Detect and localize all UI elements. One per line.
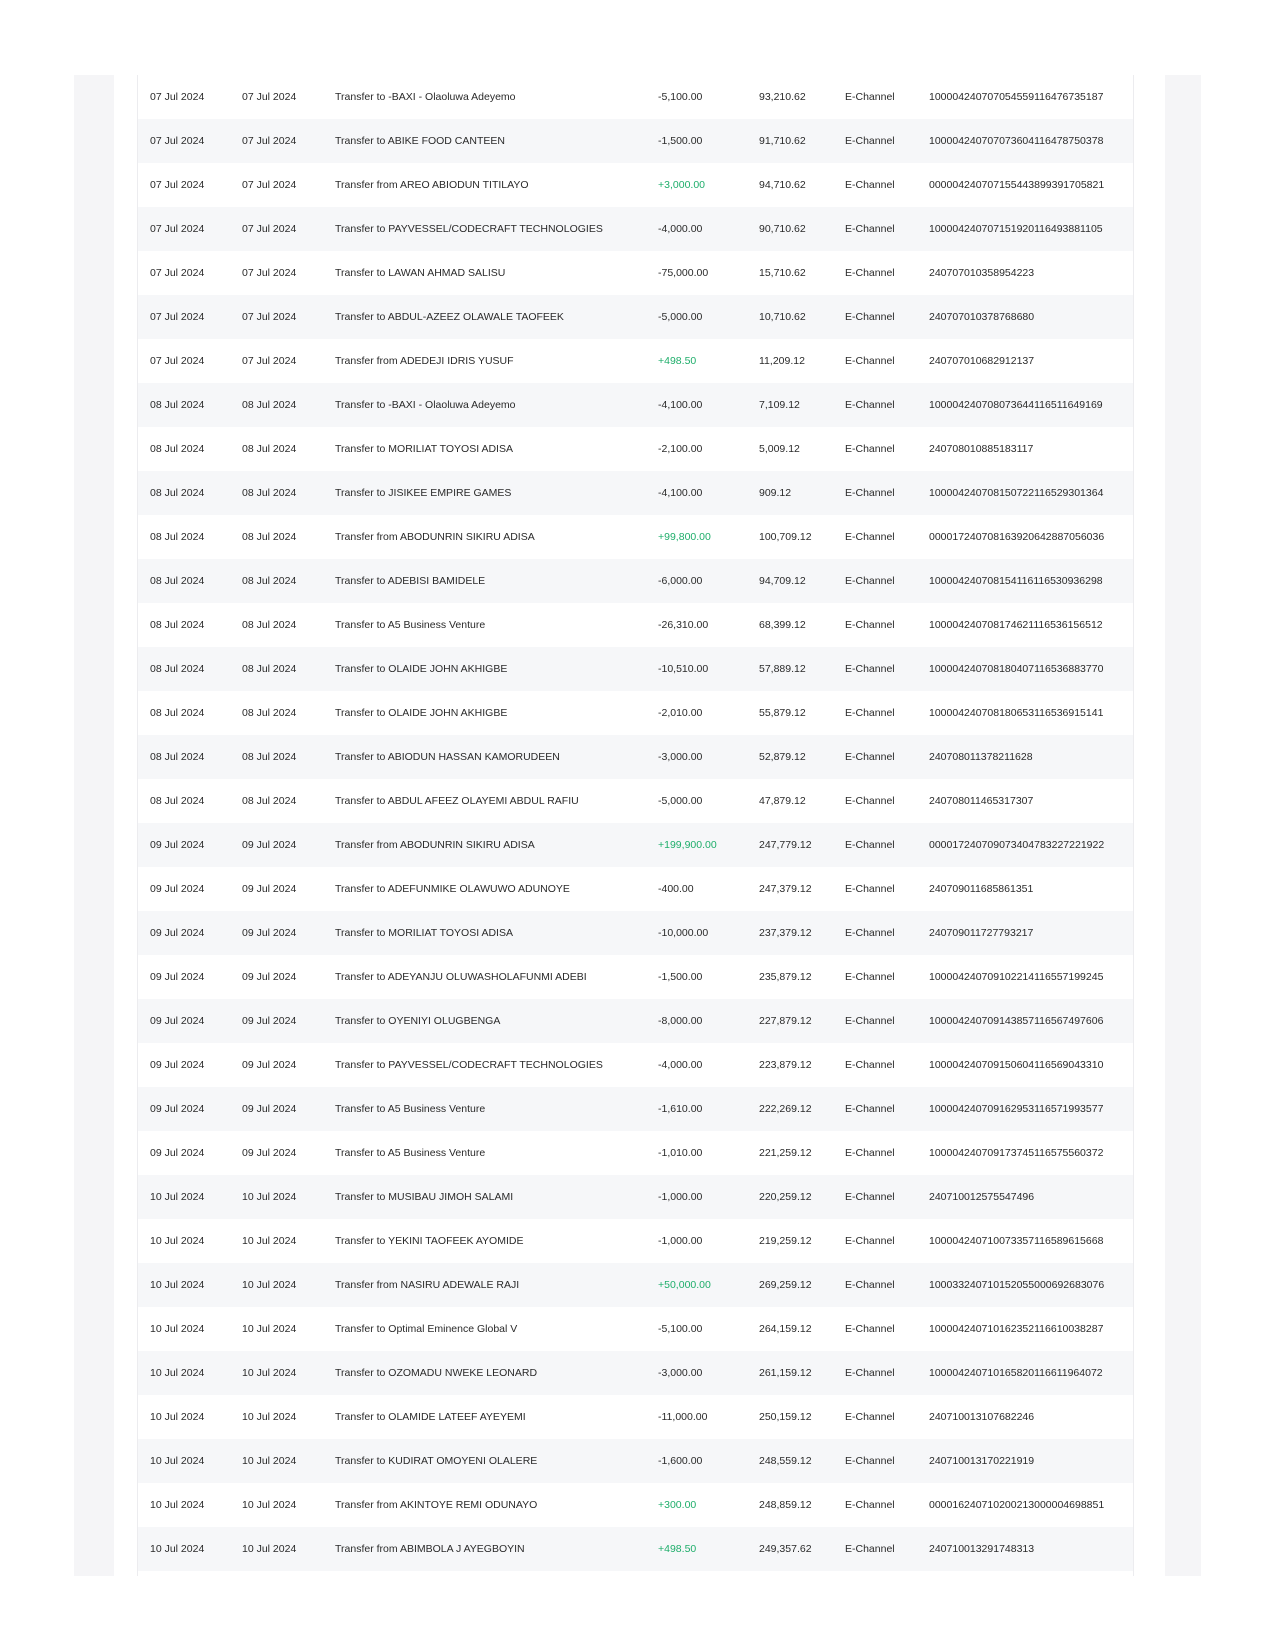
transaction-balance: 221,259.12: [759, 1147, 812, 1159]
transaction-amount: -2,100.00: [658, 443, 703, 455]
transaction-reference: 100004240710162352116610038287: [929, 1323, 1104, 1335]
transaction-balance: 249,357.62: [759, 1543, 812, 1555]
table-row: [138, 647, 1133, 691]
transaction-date: 08 Jul 2024: [150, 399, 205, 411]
transaction-description: Transfer to ADEBISI BAMIDELE: [335, 575, 486, 587]
transaction-reference: 240708010885183117: [929, 443, 1034, 455]
transaction-amount: -5,100.00: [658, 1323, 703, 1335]
table-row: [138, 427, 1133, 471]
transaction-channel: E-Channel: [845, 1147, 895, 1159]
transaction-reference: 000017240708163920642887056036: [929, 531, 1105, 543]
transaction-channel: E-Channel: [845, 1059, 895, 1071]
value-date: 07 Jul 2024: [242, 135, 297, 147]
transaction-reference: 240710013107682246: [929, 1411, 1035, 1423]
transaction-channel: E-Channel: [845, 223, 895, 235]
transaction-description: Transfer to ABIODUN HASSAN KAMORUDEEN: [335, 751, 560, 763]
transaction-description: Transfer to ABDUL AFEEZ OLAYEMI ABDUL RAFIU: [335, 795, 579, 807]
transaction-amount: -11,000.00: [658, 1411, 708, 1423]
transaction-date: 09 Jul 2024: [150, 971, 205, 983]
transaction-date: 08 Jul 2024: [150, 707, 205, 719]
transaction-balance: 237,379.12: [759, 927, 812, 939]
transaction-description: Transfer from ABODUNRIN SIKIRU ADISA: [335, 531, 535, 543]
transaction-date: 09 Jul 2024: [150, 883, 205, 895]
transaction-balance: 248,859.12: [759, 1499, 812, 1511]
transaction-reference: 100004240707073604116478750378: [929, 135, 1104, 147]
table-row: [138, 515, 1133, 559]
transaction-reference: 100004240708154116116530936298: [929, 575, 1103, 587]
transaction-description: Transfer to ADEFUNMIKE OLAWUWO ADUNOYE: [335, 883, 570, 895]
transaction-description: Transfer to JISIKEE EMPIRE GAMES: [335, 487, 512, 499]
transaction-balance: 11,209.12: [759, 355, 805, 367]
value-date: 08 Jul 2024: [242, 575, 297, 587]
transaction-description: Transfer to PAYVESSEL/CODECRAFT TECHNOLOGIES: [335, 1059, 603, 1071]
transaction-amount: -1,600.00: [658, 1455, 703, 1467]
value-date: 08 Jul 2024: [242, 531, 297, 543]
transaction-amount: -1,000.00: [658, 1191, 703, 1203]
transaction-balance: 91,710.62: [759, 135, 806, 147]
table-row: [138, 163, 1133, 207]
transaction-description: Transfer to KUDIRAT OMOYENI OLALERE: [335, 1455, 538, 1467]
transaction-date: 07 Jul 2024: [150, 135, 205, 147]
transaction-date: 09 Jul 2024: [150, 927, 205, 939]
transaction-channel: E-Channel: [845, 663, 895, 675]
transaction-amount: -4,000.00: [658, 223, 703, 235]
transaction-description: Transfer to OZOMADU NWEKE LEONARD: [335, 1367, 538, 1379]
value-date: 09 Jul 2024: [242, 839, 297, 851]
value-date: 10 Jul 2024: [242, 1543, 297, 1555]
transaction-description: Transfer to ABDUL-AZEEZ OLAWALE TAOFEEK: [335, 311, 564, 323]
table-row: [138, 383, 1133, 427]
table-row: [138, 1439, 1133, 1483]
transaction-date: 07 Jul 2024: [150, 179, 205, 191]
transaction-balance: 5,009.12: [759, 443, 800, 455]
transaction-amount: -10,510.00: [658, 663, 709, 675]
transaction-description: Transfer to YEKINI TAOFEEK AYOMIDE: [335, 1235, 524, 1247]
value-date: 10 Jul 2024: [242, 1279, 297, 1291]
transaction-channel: E-Channel: [845, 1499, 895, 1511]
transaction-amount: -5,000.00: [658, 795, 703, 807]
transaction-amount: -4,100.00: [658, 399, 703, 411]
right-margin-band: [1165, 75, 1201, 1576]
transaction-channel: E-Channel: [845, 883, 895, 895]
transaction-date: 09 Jul 2024: [150, 839, 205, 851]
transaction-amount: -5,000.00: [658, 311, 703, 323]
transaction-description: Transfer to A5 Business Venture: [335, 1103, 486, 1115]
transaction-description: Transfer to -BAXI - Olaoluwa Adeyemo: [335, 91, 516, 103]
transaction-channel: E-Channel: [845, 619, 895, 631]
transaction-reference: 100004240708180407116536883770: [929, 663, 1104, 675]
transaction-date: 09 Jul 2024: [150, 1147, 205, 1159]
transaction-reference: 240708011378211628: [929, 751, 1033, 763]
transaction-balance: 94,710.62: [759, 179, 806, 191]
transaction-date: 08 Jul 2024: [150, 443, 205, 455]
transaction-date: 10 Jul 2024: [150, 1191, 205, 1203]
value-date: 07 Jul 2024: [242, 355, 297, 367]
transaction-balance: 90,710.62: [759, 223, 806, 235]
transaction-channel: E-Channel: [845, 971, 895, 983]
transaction-channel: E-Channel: [845, 1543, 895, 1555]
transaction-amount: +99,800.00: [658, 531, 711, 543]
value-date: 10 Jul 2024: [242, 1499, 297, 1511]
transaction-channel: E-Channel: [845, 311, 895, 323]
transaction-balance: 269,259.12: [759, 1279, 812, 1291]
value-date: 08 Jul 2024: [242, 663, 297, 675]
transaction-amount: -8,000.00: [658, 1015, 703, 1027]
value-date: 10 Jul 2024: [242, 1367, 297, 1379]
table-row: [138, 1483, 1133, 1527]
table-row: [138, 207, 1133, 251]
transaction-amount: -10,000.00: [658, 927, 709, 939]
transaction-amount: -3,000.00: [658, 751, 703, 763]
transaction-reference: 240710013170221919: [929, 1455, 1035, 1467]
transaction-reference: 100004240707054559116476735187: [929, 91, 1104, 103]
transaction-reference: 100004240709102214116557199245: [929, 971, 1104, 983]
transaction-reference: 100004240709162953116571993577: [929, 1103, 1104, 1115]
transaction-balance: 235,879.12: [759, 971, 812, 983]
transaction-reference: 000017240709073404783227221922: [929, 839, 1105, 851]
transaction-date: 08 Jul 2024: [150, 619, 205, 631]
transaction-amount: +498.50: [658, 1543, 697, 1555]
transaction-balance: 909.12: [759, 487, 792, 499]
transaction-description: Transfer to MORILIAT TOYOSI ADISA: [335, 443, 513, 455]
table-row: [138, 1351, 1133, 1395]
transaction-balance: 57,889.12: [759, 663, 806, 675]
transaction-date: 10 Jul 2024: [150, 1235, 205, 1247]
transaction-description: Transfer from NASIRU ADEWALE RAJI: [335, 1279, 520, 1291]
transaction-amount: -5,100.00: [658, 91, 703, 103]
transaction-description: Transfer to OLAIDE JOHN AKHIGBE: [335, 707, 508, 719]
transaction-reference: 240709011727793217: [929, 927, 1034, 939]
transaction-date: 10 Jul 2024: [150, 1411, 205, 1423]
transactions-sheet: [137, 75, 1134, 1576]
transaction-reference: 000016240710200213000004698851: [929, 1499, 1105, 1511]
transaction-description: Transfer to MUSIBAU JIMOH SALAMI: [335, 1191, 514, 1203]
transaction-reference: 240707010358954223: [929, 267, 1035, 279]
table-row: [138, 867, 1133, 911]
transaction-balance: 261,159.12: [759, 1367, 812, 1379]
transaction-balance: 15,710.62: [759, 267, 806, 279]
transaction-balance: 220,259.12: [759, 1191, 812, 1203]
transaction-amount: +498.50: [658, 355, 697, 367]
value-date: 09 Jul 2024: [242, 1103, 297, 1115]
table-row: [138, 779, 1133, 823]
transaction-channel: E-Channel: [845, 575, 895, 587]
table-row: [138, 999, 1133, 1043]
transaction-balance: 47,879.12: [759, 795, 806, 807]
value-date: 07 Jul 2024: [242, 311, 297, 323]
value-date: 08 Jul 2024: [242, 751, 297, 763]
value-date: 08 Jul 2024: [242, 619, 297, 631]
transaction-description: Transfer to OLAIDE JOHN AKHIGBE: [335, 663, 508, 675]
table-row: [138, 295, 1133, 339]
table-row: [138, 471, 1133, 515]
transaction-reference: 240710012575547496: [929, 1191, 1035, 1203]
value-date: 07 Jul 2024: [242, 267, 297, 279]
transaction-reference: 100004240708150722116529301364: [929, 487, 1104, 499]
table-row: [138, 1175, 1133, 1219]
transaction-reference: 100004240710165820116611964072: [929, 1367, 1103, 1379]
transaction-balance: 222,269.12: [759, 1103, 812, 1115]
transaction-channel: E-Channel: [845, 487, 895, 499]
value-date: 10 Jul 2024: [242, 1235, 297, 1247]
transaction-reference: 100033240710152055000692683076: [929, 1279, 1105, 1291]
transaction-channel: E-Channel: [845, 1235, 895, 1247]
transaction-date: 07 Jul 2024: [150, 355, 205, 367]
transaction-amount: -1,000.00: [658, 1235, 703, 1247]
transaction-reference: 100004240709173745116575560372: [929, 1147, 1104, 1159]
transaction-date: 07 Jul 2024: [150, 267, 205, 279]
transaction-date: 10 Jul 2024: [150, 1279, 205, 1291]
transaction-channel: E-Channel: [845, 707, 895, 719]
transaction-balance: 55,879.12: [759, 707, 806, 719]
value-date: 09 Jul 2024: [242, 927, 297, 939]
table-row: [138, 119, 1133, 163]
value-date: 10 Jul 2024: [242, 1455, 297, 1467]
transaction-date: 10 Jul 2024: [150, 1455, 205, 1467]
transaction-reference: 100004240708180653116536915141: [929, 707, 1104, 719]
transaction-amount: -75,000.00: [658, 267, 709, 279]
transaction-reference: 100004240707151920116493881105: [929, 223, 1103, 235]
transaction-channel: E-Channel: [845, 1279, 895, 1291]
transaction-channel: E-Channel: [845, 1015, 895, 1027]
transaction-description: Transfer to Optimal Eminence Global V: [335, 1323, 518, 1335]
transaction-description: Transfer from AREO ABIODUN TITILAYO: [335, 179, 529, 191]
transaction-channel: E-Channel: [845, 443, 895, 455]
transaction-reference: 100004240710073357116589615668: [929, 1235, 1104, 1247]
table-row: [138, 1219, 1133, 1263]
transaction-amount: -4,000.00: [658, 1059, 703, 1071]
transaction-date: 10 Jul 2024: [150, 1323, 205, 1335]
transaction-reference: 240709011685861351: [929, 883, 1034, 895]
transaction-amount: -1,500.00: [658, 135, 703, 147]
table-row: [138, 1043, 1133, 1087]
transaction-channel: E-Channel: [845, 839, 895, 851]
table-row: [138, 1527, 1133, 1571]
transaction-balance: 10,710.62: [759, 311, 806, 323]
transaction-description: Transfer to OYENIYI OLUGBENGA: [335, 1015, 501, 1027]
transaction-amount: -400.00: [658, 883, 694, 895]
transaction-amount: +300.00: [658, 1499, 697, 1511]
value-date: 09 Jul 2024: [242, 971, 297, 983]
transaction-description: Transfer from ABODUNRIN SIKIRU ADISA: [335, 839, 535, 851]
value-date: 07 Jul 2024: [242, 179, 297, 191]
transactions-table: [138, 75, 1133, 1571]
transaction-description: Transfer from AKINTOYE REMI ODUNAYO: [335, 1499, 538, 1511]
transaction-reference: 240708011465317307: [929, 795, 1034, 807]
table-row: [138, 823, 1133, 867]
transaction-description: Transfer to A5 Business Venture: [335, 619, 486, 631]
transaction-balance: 223,879.12: [759, 1059, 812, 1071]
transaction-description: Transfer to OLAMIDE LATEEF AYEYEMI: [335, 1411, 526, 1423]
transaction-channel: E-Channel: [845, 267, 895, 279]
table-row: [138, 691, 1133, 735]
value-date: 07 Jul 2024: [242, 91, 297, 103]
transaction-channel: E-Channel: [845, 399, 895, 411]
table-row: [138, 911, 1133, 955]
transaction-channel: E-Channel: [845, 1323, 895, 1335]
transaction-channel: E-Channel: [845, 91, 895, 103]
transaction-description: Transfer from ABIMBOLA J AYEGBOYIN: [335, 1543, 525, 1555]
transaction-channel: E-Channel: [845, 1367, 895, 1379]
transaction-date: 10 Jul 2024: [150, 1367, 205, 1379]
transaction-description: Transfer to -BAXI - Olaoluwa Adeyemo: [335, 399, 516, 411]
transaction-balance: 264,159.12: [759, 1323, 812, 1335]
value-date: 07 Jul 2024: [242, 223, 297, 235]
transaction-channel: E-Channel: [845, 135, 895, 147]
transaction-description: Transfer to A5 Business Venture: [335, 1147, 486, 1159]
transaction-reference: 100004240709143857116567497606: [929, 1015, 1104, 1027]
table-row: [138, 1087, 1133, 1131]
transaction-date: 07 Jul 2024: [150, 311, 205, 323]
transaction-reference: 100004240708073644116511649169: [929, 399, 1103, 411]
transaction-amount: -1,010.00: [658, 1147, 703, 1159]
transaction-reference: 100004240708174621116536156512: [929, 619, 1103, 631]
value-date: 10 Jul 2024: [242, 1411, 297, 1423]
value-date: 09 Jul 2024: [242, 1147, 297, 1159]
transaction-balance: 247,779.12: [759, 839, 812, 851]
transaction-date: 09 Jul 2024: [150, 1103, 205, 1115]
transaction-amount: -4,100.00: [658, 487, 703, 499]
transaction-date: 09 Jul 2024: [150, 1015, 205, 1027]
value-date: 10 Jul 2024: [242, 1191, 297, 1203]
transaction-channel: E-Channel: [845, 795, 895, 807]
transaction-date: 08 Jul 2024: [150, 751, 205, 763]
table-row: [138, 735, 1133, 779]
transaction-description: Transfer to ADEYANJU OLUWASHOLAFUNMI ADEBI: [335, 971, 587, 983]
transaction-amount: +199,900.00: [658, 839, 717, 851]
table-row: [138, 339, 1133, 383]
table-row: [138, 1307, 1133, 1351]
transaction-date: 10 Jul 2024: [150, 1499, 205, 1511]
table-row: [138, 251, 1133, 295]
transaction-amount: -2,010.00: [658, 707, 703, 719]
transaction-balance: 52,879.12: [759, 751, 806, 763]
table-row: [138, 75, 1133, 119]
transaction-channel: E-Channel: [845, 179, 895, 191]
transaction-reference: 240710013291748313: [929, 1543, 1035, 1555]
transaction-reference: 240707010378768680: [929, 311, 1035, 323]
transaction-date: 10 Jul 2024: [150, 1543, 205, 1555]
transaction-balance: 94,709.12: [759, 575, 806, 587]
transaction-balance: 93,210.62: [759, 91, 806, 103]
transaction-description: Transfer to ABIKE FOOD CANTEEN: [335, 135, 505, 147]
table-row: [138, 1395, 1133, 1439]
transaction-balance: 250,159.12: [759, 1411, 812, 1423]
transaction-date: 09 Jul 2024: [150, 1059, 205, 1071]
transaction-description: Transfer to LAWAN AHMAD SALISU: [335, 267, 506, 279]
transaction-amount: -6,000.00: [658, 575, 703, 587]
transaction-description: Transfer to PAYVESSEL/CODECRAFT TECHNOLOGIES: [335, 223, 603, 235]
transaction-description: Transfer from ADEDEJI IDRIS YUSUF: [335, 355, 514, 367]
transaction-reference: 240707010682912137: [929, 355, 1035, 367]
value-date: 08 Jul 2024: [242, 399, 297, 411]
value-date: 09 Jul 2024: [242, 1015, 297, 1027]
value-date: 09 Jul 2024: [242, 1059, 297, 1071]
transaction-reference: 100004240709150604116569043310: [929, 1059, 1104, 1071]
value-date: 08 Jul 2024: [242, 795, 297, 807]
transaction-description: Transfer to MORILIAT TOYOSI ADISA: [335, 927, 513, 939]
transaction-channel: E-Channel: [845, 531, 895, 543]
transaction-date: 08 Jul 2024: [150, 575, 205, 587]
value-date: 08 Jul 2024: [242, 487, 297, 499]
transaction-balance: 248,559.12: [759, 1455, 812, 1467]
transaction-amount: -1,610.00: [658, 1103, 703, 1115]
value-date: 09 Jul 2024: [242, 883, 297, 895]
transaction-reference: 000004240707155443899391705821: [929, 179, 1105, 191]
transaction-amount: -1,500.00: [658, 971, 703, 983]
transaction-balance: 68,399.12: [759, 619, 806, 631]
transaction-balance: 219,259.12: [759, 1235, 812, 1247]
transaction-channel: E-Channel: [845, 751, 895, 763]
transaction-channel: E-Channel: [845, 1411, 895, 1423]
transaction-date: 07 Jul 2024: [150, 223, 205, 235]
value-date: 08 Jul 2024: [242, 443, 297, 455]
transaction-date: 08 Jul 2024: [150, 487, 205, 499]
value-date: 10 Jul 2024: [242, 1323, 297, 1335]
table-row: [138, 1131, 1133, 1175]
transaction-date: 08 Jul 2024: [150, 531, 205, 543]
transaction-balance: 227,879.12: [759, 1015, 812, 1027]
transaction-date: 08 Jul 2024: [150, 663, 205, 675]
transaction-date: 08 Jul 2024: [150, 795, 205, 807]
transaction-channel: E-Channel: [845, 1191, 895, 1203]
transaction-channel: E-Channel: [845, 1103, 895, 1115]
transaction-channel: E-Channel: [845, 1455, 895, 1467]
transaction-balance: 100,709.12: [759, 531, 812, 543]
transaction-amount: +50,000.00: [658, 1279, 711, 1291]
left-margin-band: [74, 75, 114, 1576]
transaction-date: 07 Jul 2024: [150, 91, 205, 103]
table-row: [138, 559, 1133, 603]
transaction-balance: 7,109.12: [759, 399, 800, 411]
table-row: [138, 1263, 1133, 1307]
transaction-amount: -3,000.00: [658, 1367, 703, 1379]
table-row: [138, 955, 1133, 999]
value-date: 08 Jul 2024: [242, 707, 297, 719]
table-row: [138, 603, 1133, 647]
transaction-amount: -26,310.00: [658, 619, 709, 631]
transaction-channel: E-Channel: [845, 355, 895, 367]
transaction-balance: 247,379.12: [759, 883, 812, 895]
transaction-amount: +3,000.00: [658, 179, 706, 191]
transaction-channel: E-Channel: [845, 927, 895, 939]
